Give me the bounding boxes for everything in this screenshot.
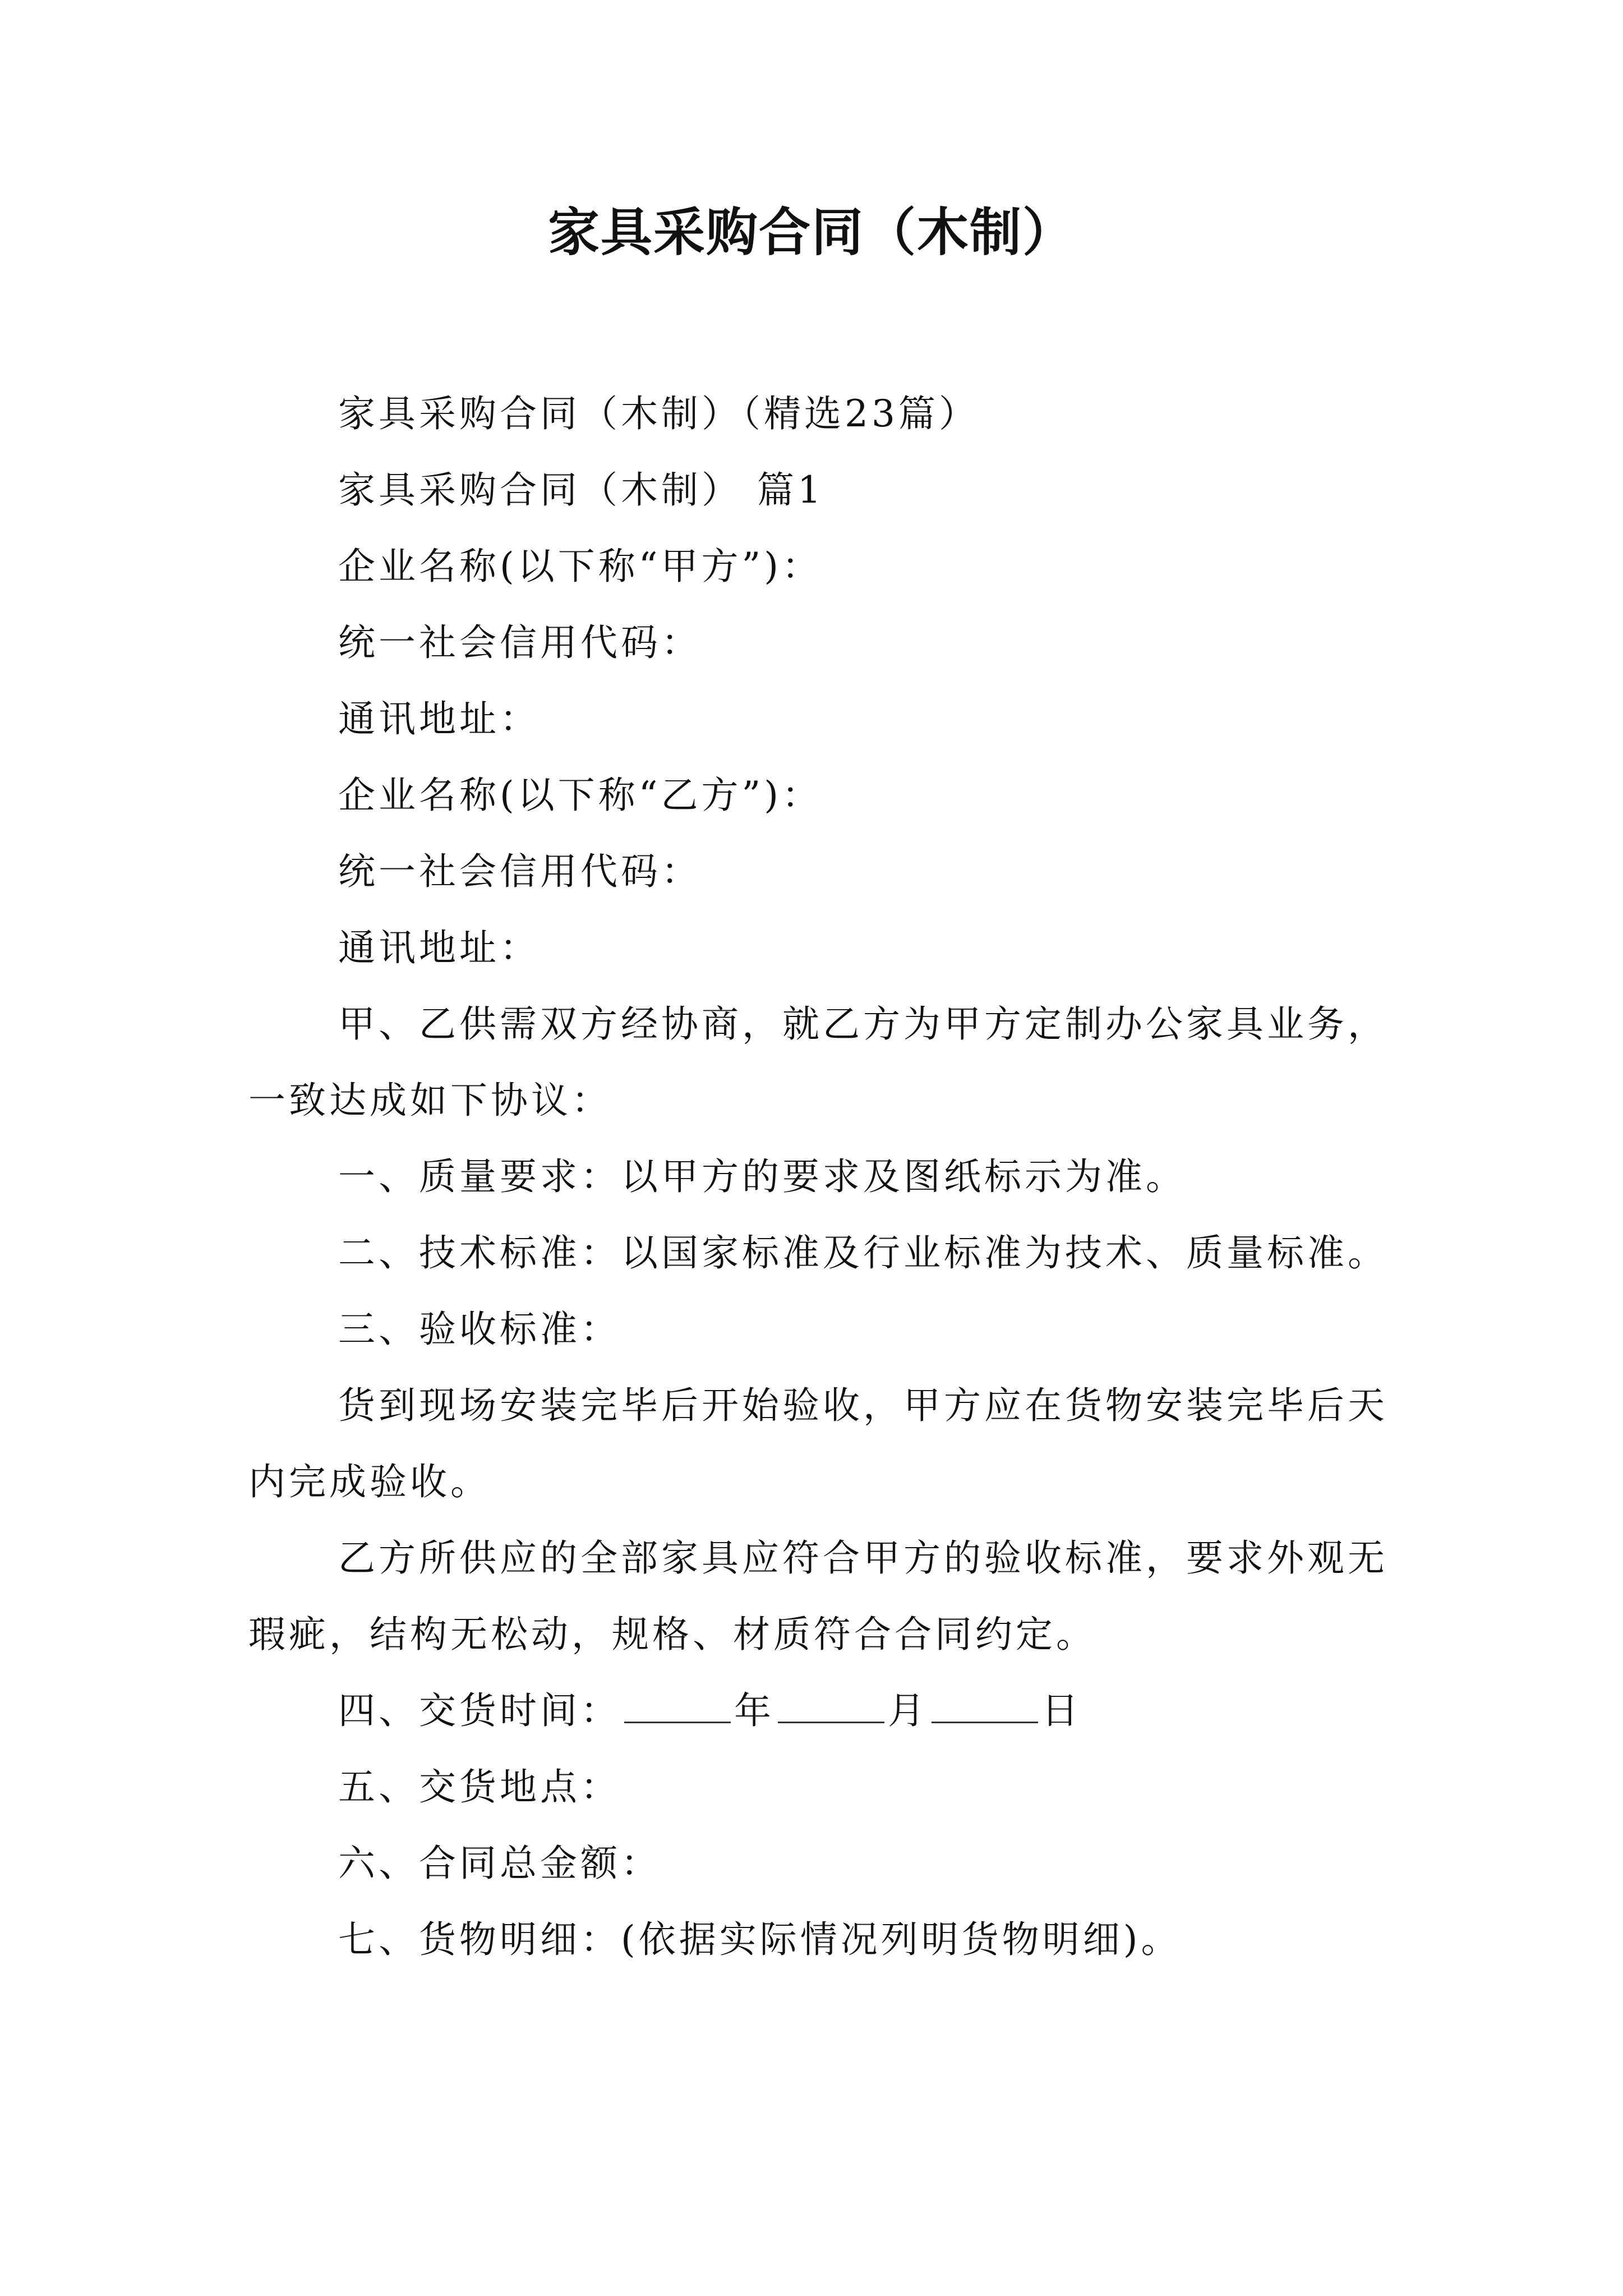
- delivery-time-label: 四、交货时间：: [338, 1689, 621, 1732]
- paragraph-party-b-name: 企业名称(以下称“乙方”)：: [338, 774, 822, 817]
- paragraph-total-amount: 六、合同总金额：: [338, 1842, 661, 1885]
- month-label: 月: [888, 1689, 928, 1732]
- day-label: 日: [1041, 1689, 1082, 1732]
- document-title: 家具采购合同（木制）: [547, 203, 1075, 263]
- paragraph-technical-standard: 二、技术标准：以国家标准及行业标准为技术、质量标准。: [338, 1231, 1388, 1274]
- paragraph-party-a-address: 通讯地址：: [338, 697, 540, 740]
- paragraph-goods-details: 七、货物明细：(依据实际情况列明货物明细)。: [338, 1918, 1182, 1961]
- paragraph-agreement-intro: 甲、乙供需双方经协商，就乙方为甲方定制办公家具业务，一致达成如下协议：: [248, 1002, 1388, 1122]
- paragraph-subtitle: 家具采购合同（木制）（精选23篇）: [338, 392, 979, 435]
- paragraph-party-a-credit-code: 统一社会信用代码：: [338, 621, 702, 664]
- paragraph-section-heading: 家具采购合同（木制） 篇1: [338, 468, 824, 512]
- day-blank: [932, 1688, 1038, 1723]
- year-blank: [624, 1688, 731, 1723]
- paragraph-party-b-credit-code: 统一社会信用代码：: [338, 850, 702, 893]
- paragraph-quality-requirement: 一、质量要求：以甲方的要求及图纸标示为准。: [338, 1155, 1186, 1198]
- paragraph-acceptance-process: 货到现场安装完毕后开始验收，甲方应在货物安装完毕后天内完成验收。: [248, 1384, 1388, 1503]
- paragraph-delivery-place: 五、交货地点：: [338, 1765, 621, 1809]
- year-label: 年: [734, 1689, 774, 1732]
- paragraph-party-a-name: 企业名称(以下称“甲方”)：: [338, 545, 822, 588]
- paragraph-party-b-address: 通讯地址：: [338, 926, 540, 969]
- document-body: [248, 376, 1393, 1978]
- paragraph-delivery-time: [248, 1673, 1393, 1749]
- month-blank: [778, 1688, 884, 1723]
- paragraph-acceptance-standard: 三、验收标准：: [338, 1308, 621, 1351]
- paragraph-acceptance-requirements: 乙方所供应的全部家具应符合甲方的验收标准，要求外观无瑕疵，结构无松动，规格、材质符合合同约定。: [248, 1536, 1388, 1656]
